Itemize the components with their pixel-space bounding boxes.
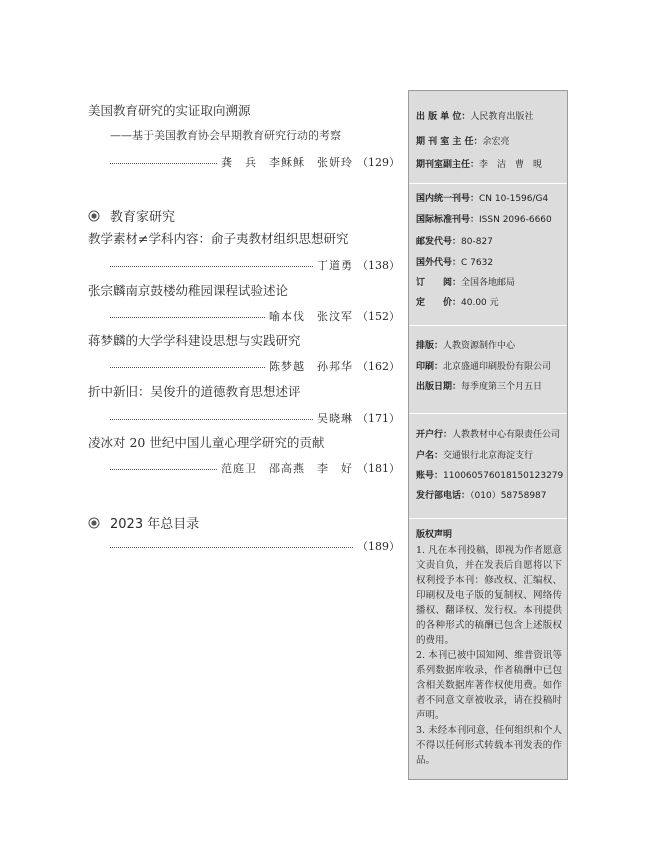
toc-entry-page[interactable]: （162） bbox=[357, 360, 400, 373]
info-row: 排版：人教资源制作中心 bbox=[416, 341, 516, 351]
toc-entry-title[interactable]: 蒋梦麟的大学学科建设思想与实践研究 bbox=[88, 333, 301, 348]
dot-leader bbox=[110, 163, 217, 164]
copyright-notice-title: 版权声明 bbox=[416, 530, 453, 540]
dot-leader bbox=[110, 266, 313, 267]
info-row: 户名：交通银行北京海淀支行 bbox=[416, 451, 534, 461]
toc-entry-authors: 喻本伐 张汶军 bbox=[269, 310, 353, 323]
toc-entry-title[interactable]: 张宗麟南京鼓楼幼稚园课程试验述论 bbox=[88, 283, 289, 298]
toc-leader-row bbox=[110, 257, 400, 273]
info-row: 国际标准刊号：ISSN 2096-6660 bbox=[416, 215, 552, 225]
toc-entry-authors: 丁道勇 bbox=[317, 259, 353, 272]
section-heading-text: 2023 年总目录 bbox=[110, 517, 200, 532]
toc-entry-authors: 陈梦越 孙邦华 bbox=[269, 360, 353, 373]
toc-entry-page[interactable]: （189） bbox=[357, 540, 400, 553]
toc-leader-row bbox=[110, 308, 400, 324]
notice-item: 1. 凡在本刊投稿，即视为作者愿意文责自负，并在发表后自愿将以下权利授予本刊：修改权、汇编权、印刷权及电子版的复制权、网络传播权、翻译权、发行权。本刊提供的各种形式的稿酬已包含上述版权的费用。 bbox=[416, 545, 562, 646]
toc-entry-subtitle: ——基于美国教育协会早期教育研究行动的考察 bbox=[110, 129, 341, 142]
info-row: 出版日期：每季度第三个月五日 bbox=[416, 382, 543, 392]
divider bbox=[409, 325, 567, 326]
info-row: 开户行：人教教材中心有限责任公司 bbox=[416, 430, 561, 440]
dot-leader bbox=[110, 367, 265, 368]
notice-item: 3. 未经本刊同意，任何组织和个人不得以任何形式转载本刊发表的作品。 bbox=[416, 725, 562, 766]
toc-entry-authors: 范庭卫 邵高燕 李 好 bbox=[221, 462, 353, 475]
dot-leader bbox=[110, 317, 265, 318]
toc-entry-title[interactable]: 美国教育研究的实证取向溯源 bbox=[88, 103, 251, 118]
toc-leader-row bbox=[110, 460, 400, 476]
toc-entry-title[interactable]: 教学素材≠学科内容：俞子夷教材组织思想研究 bbox=[88, 231, 349, 246]
toc-entry-authors: 龚 兵 李稣稣 张妍玲 bbox=[221, 156, 353, 169]
info-row: 发行部电话：（010）58758987 bbox=[416, 491, 547, 501]
info-row: 期 刊 室 主 任：余宏亮 bbox=[416, 137, 510, 147]
info-row: 账号：110060576018150123279 bbox=[416, 471, 564, 481]
copyright-notice-body bbox=[416, 543, 562, 768]
divider bbox=[409, 413, 567, 414]
section-heading-annual-index bbox=[88, 513, 199, 532]
info-row: 国外代号：C 7632 bbox=[416, 258, 494, 268]
toc-leader-row bbox=[110, 410, 400, 426]
info-row: 期刊室副主任：李 洁 曹 晛 bbox=[416, 160, 543, 170]
dot-leader bbox=[110, 547, 353, 548]
dot-leader bbox=[110, 419, 313, 420]
toc-entry-page[interactable]: （129） bbox=[357, 156, 400, 169]
toc-entry-title[interactable]: 折中新旧：吴俊升的道德教育思想述评 bbox=[88, 384, 301, 399]
info-row: 定 价：40.00 元 bbox=[416, 298, 499, 308]
toc-leader-row bbox=[110, 358, 400, 374]
section-heading-text: 教育家研究 bbox=[110, 210, 176, 225]
toc-entry-page[interactable]: （171） bbox=[357, 412, 400, 425]
toc-entry-page[interactable]: （138） bbox=[357, 259, 400, 272]
dot-leader bbox=[110, 469, 217, 470]
info-row: 出 版 单 位：人民教育出版社 bbox=[416, 112, 534, 122]
toc-entry-page[interactable]: （152） bbox=[357, 310, 400, 323]
info-row: 印刷：北京盛通印刷股份有限公司 bbox=[416, 362, 552, 372]
toc-entry-title[interactable]: 凌冰对 20 世纪中国儿童心理学研究的贡献 bbox=[88, 435, 325, 450]
circle-bullet-icon bbox=[88, 210, 100, 222]
info-row: 国内统一刊号：CN 10-1596/G4 bbox=[416, 194, 549, 204]
divider bbox=[409, 183, 567, 184]
notice-item: 2. 本刊已被中国知网、维普资讯等系列数据库收录，作者稿酬中已包含相关数据库著作权使用费。如作者不同意文章被收录，请在投稿时声明。 bbox=[416, 650, 562, 721]
toc-entry-page[interactable]: （181） bbox=[357, 462, 400, 475]
section-heading-educators bbox=[88, 206, 175, 225]
toc-entry-authors: 吴晓琳 bbox=[317, 412, 353, 425]
info-row: 邮发代号：80-827 bbox=[416, 237, 493, 247]
circle-bullet-icon bbox=[88, 517, 100, 529]
publisher-info-box bbox=[408, 90, 568, 780]
info-row: 订 阅：全国各地邮局 bbox=[416, 278, 516, 288]
divider bbox=[409, 518, 567, 519]
toc-leader-row bbox=[110, 154, 400, 170]
toc-leader-row bbox=[110, 538, 400, 554]
